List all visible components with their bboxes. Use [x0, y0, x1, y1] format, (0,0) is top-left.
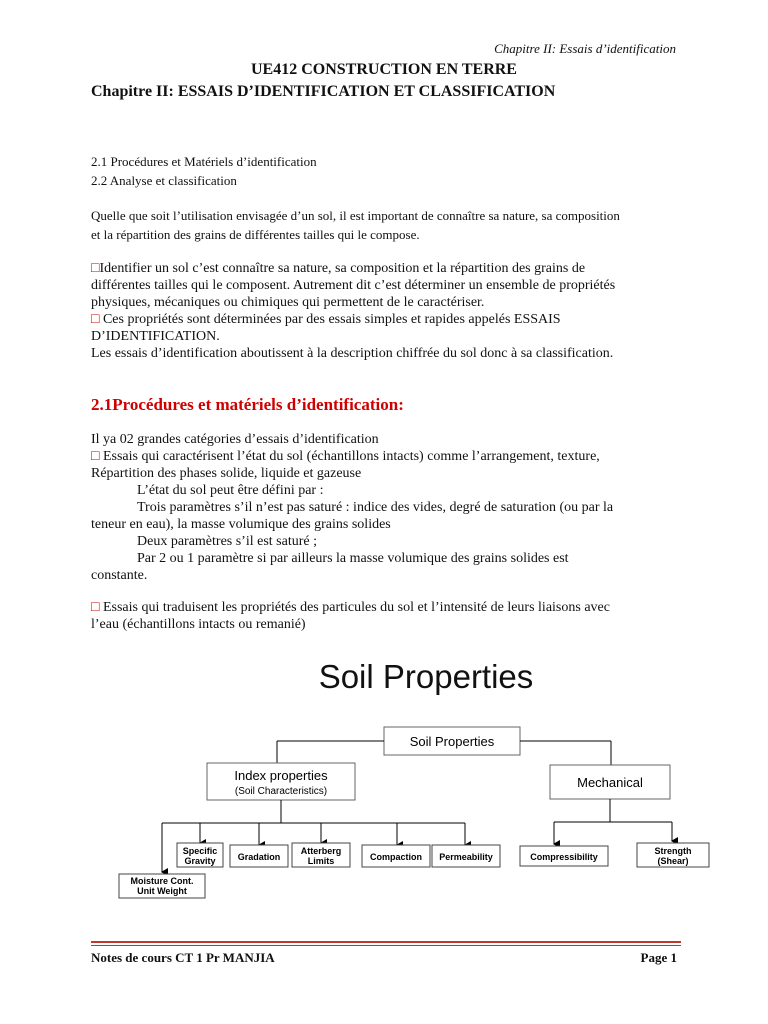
section-line-11: l’eau (échantillons intacts ou remanié): [91, 617, 306, 632]
section-line-3: Répartition des phases solide, liquide et gazeuse: [91, 466, 362, 481]
paragraph-identifier: □Identifier un sol c’est connaître sa nature, sa composition et la répartition des grains de: [91, 261, 586, 276]
checkbox-bullet-icon: □: [91, 261, 100, 276]
footer-rule-thin: [91, 945, 681, 946]
paragraph-identifier-line-2: différentes tailles qui le composent. Autrement dit c’est déterminer un ensemble de propriétés: [91, 278, 616, 293]
soil-properties-diagram: [0, 640, 768, 900]
paragraph-proprietes-line-2: D’IDENTIFICATION.: [91, 329, 220, 344]
moisture-label-1: Moisture Cont.: [130, 876, 194, 886]
course-title: UE412 CONSTRUCTION EN TERRE: [251, 61, 517, 78]
section-line-10: □ Essais qui traduisent les propriétés des particules du sol et l’intensité de leurs liaisons avec: [91, 600, 610, 615]
atterberg-limits-label-1: Atterberg: [300, 846, 342, 856]
footer-rule: [91, 941, 681, 943]
checkbox-bullet-icon: □: [91, 600, 100, 615]
toc-item-2-2: 2.2 Analyse et classification: [91, 173, 237, 188]
section-line-8: Par 2 ou 1 paramètre si par ailleurs la masse volumique des grains solides est: [137, 551, 569, 566]
intro-line-2: et la répartition des grains de différentes tailles qui le compose.: [91, 227, 420, 242]
chapter-title: Chapitre II: ESSAIS D’IDENTIFICATION ET CLASSIFICATION: [91, 83, 556, 100]
section-heading-2-1: 2.1Procédures et matériels d’identification:: [91, 395, 404, 414]
checkbox-bullet-icon: □: [91, 312, 100, 327]
section-line-2: □ Essais qui caractérisent l’état du sol (échantillons intacts) comme l’arrangement, texture,: [91, 449, 600, 464]
index-properties-sublabel: (Soil Characteristics): [234, 786, 328, 797]
specific-gravity-label-2: Gravity: [184, 856, 216, 866]
index-properties-label: Index properties: [234, 768, 328, 783]
atterberg-limits-label-2: Limits: [307, 856, 335, 866]
running-header: Chapitre II: Essais d’identification: [494, 41, 676, 56]
section-line-1: Il ya 02 grandes catégories d’essais d’identification: [91, 432, 379, 447]
toc-item-2-1: 2.1 Procédures et Matériels d’identification: [91, 154, 317, 169]
diagram-title: Soil Properties: [318, 658, 534, 695]
root-node-label: Soil Properties: [409, 734, 495, 749]
section-line-6: teneur en eau), la masse volumique des grains solides: [91, 517, 391, 532]
section-line-9: constante.: [91, 568, 148, 583]
compaction-label: Compaction: [369, 852, 423, 862]
mechanical-label: Mechanical: [577, 775, 643, 790]
checkbox-bullet-icon: □: [91, 449, 100, 464]
strength-label-1: Strength: [654, 846, 692, 856]
specific-gravity-label-1: Specific: [182, 846, 218, 856]
section-line-4: L’état du sol peut être défini par :: [137, 483, 324, 498]
section-line-5: Trois paramètres s’il n’est pas saturé : indice des vides, degré de saturation (ou par la: [137, 500, 614, 515]
strength-label-2: (Shear): [657, 856, 689, 866]
page-number: Page 1: [640, 950, 677, 965]
permeability-label: Permeability: [439, 852, 493, 862]
intro-line-1: Quelle que soit l’utilisation envisagée d’un sol, il est important de connaître sa nature, sa composition: [91, 208, 620, 223]
paragraph-proprietes: □ Ces propriétés sont déterminées par des essais simples et rapides appelés ESSAIS: [91, 312, 561, 327]
paragraph-aboutissent: Les essais d’identification aboutissent à la description chiffrée du sol donc à sa classification.: [91, 346, 614, 361]
section-line-7: Deux paramètres s’il est saturé ;: [137, 534, 317, 549]
moisture-label-2: Unit Weight: [137, 886, 187, 896]
compressibility-label: Compressibility: [530, 852, 598, 862]
gradation-label: Gradation: [237, 852, 281, 862]
footer-left: Notes de cours CT 1 Pr MANJIA: [91, 950, 275, 965]
paragraph-identifier-line-3: physiques, mécaniques ou chimiques qui permettent de le caractériser.: [91, 295, 485, 310]
